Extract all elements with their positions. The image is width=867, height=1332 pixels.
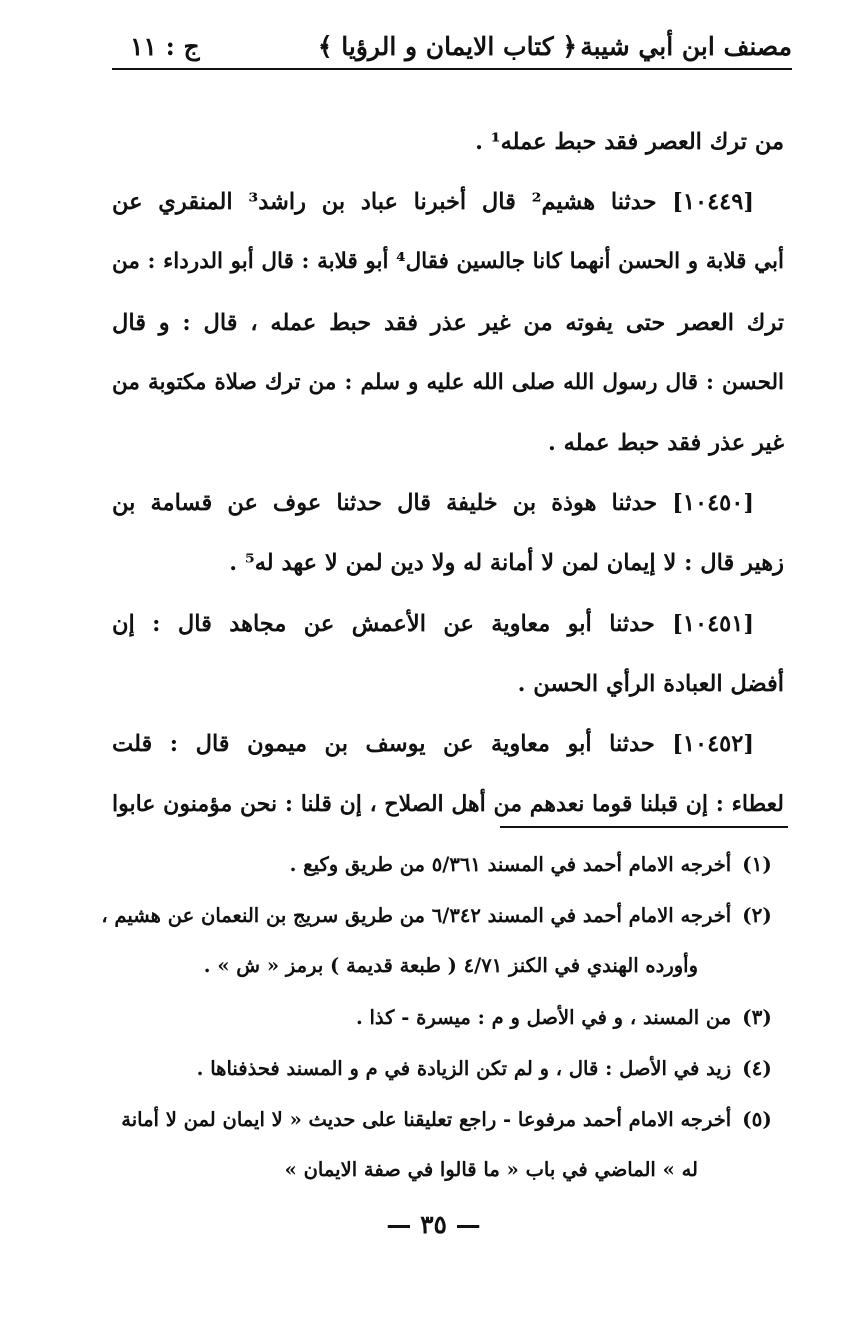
footnote xyxy=(96,995,776,1046)
footnote-text: زيد في الأصل : قال ، و لم تكن الزيادة في م و المسند فحذفناها . xyxy=(196,1057,732,1080)
text-line: [١٠٤٥١] حدثنا أبو معاوية عن الأعمش عن مجاهد قال : إن xyxy=(112,610,754,637)
running-header xyxy=(112,30,792,70)
footnote-text: أخرجه الامام أحمد في المسند ٥/٣٦١ من طريق وكيع . xyxy=(289,853,732,876)
text-line: لعطاء : إن قبلنا قوما نعدهم من أهل الصلاح ، إن قلنا : نحن مؤمنون عابوا xyxy=(112,791,784,818)
footnote xyxy=(96,893,776,944)
footnote-number: (٥) xyxy=(742,1107,772,1131)
book-title: مصنف ابن أبي شيبة xyxy=(580,32,792,61)
text-line: الحسن : قال رسول الله صلى الله عليه و سلم : من ترك صلاة مكتوبة من xyxy=(112,369,784,395)
footnote-number: (١) xyxy=(742,852,772,876)
volume-number: ج : ١١ xyxy=(130,32,200,61)
header-divider xyxy=(112,68,792,70)
text-line: [١٠٤٥٢] حدثنا أبو معاوية عن يوسف بن ميمون قال : قلت xyxy=(112,730,754,757)
text-line: أفضل العبادة الرأي الحسن . xyxy=(517,670,784,697)
text-line: [١٠٤٤٩] حدثنا هشيم² قال أخبرنا عباد بن راشد³ المنقري عن xyxy=(112,189,754,216)
footnotes xyxy=(96,842,776,1199)
text-line: أبي قلابة و الحسن أنهما كانا جالسين فقال⁴ أبو قلابة : قال أبو الدرداء : من xyxy=(112,249,784,275)
footnote-continuation xyxy=(96,944,776,995)
footnote-text: وأورده الهندي في الكنز ٤/٧١ ( طبعة قديمة ) برمز « ش » . xyxy=(203,954,698,977)
main-text xyxy=(112,112,784,834)
footnote-text: من المسند ، و في الأصل و م : ميسرة - كذا . xyxy=(355,1006,732,1029)
footnote-number: (٤) xyxy=(742,1056,772,1080)
footnote xyxy=(96,842,776,893)
chapter-title: ﴿ كتاب الايمان و الرؤيا ﴾ xyxy=(317,32,577,61)
footnote-text: أخرجه الامام أحمد مرفوعا - راجع تعليقنا على حديث « لا ايمان لمن لا أمانة xyxy=(121,1108,732,1131)
page-number: — ٣٥ — xyxy=(386,1210,481,1239)
footnote-continuation xyxy=(96,1148,776,1199)
text-line: من ترك العصر فقد حبط عمله¹ . xyxy=(475,129,784,155)
text-line: [١٠٤٥٠] حدثنا هوذة بن خليفة قال حدثنا عوف عن قسامة بن xyxy=(112,490,754,517)
footnote xyxy=(96,1097,776,1148)
footnote-number: (٢) xyxy=(742,903,772,927)
footnote-text: له » الماضي في باب « ما قالوا في صفة الايمان » xyxy=(284,1158,698,1181)
text-line: ترك العصر حتى يفوته من غير عذر فقد حبط عمله ، قال : و قال xyxy=(112,309,784,336)
footnote-text: أخرجه الامام أحمد في المسند ٦/٣٤٢ من طريق سريج بن النعمان عن هشيم ، xyxy=(101,904,732,927)
footnote-number: (٣) xyxy=(742,1005,772,1029)
text-line: غير عذر فقد حبط عمله . xyxy=(547,429,784,456)
footnote-divider xyxy=(500,826,788,828)
text-line: زهير قال : لا إيمان لمن لا أمانة له ولا دين لمن لا عهد له⁵ . xyxy=(229,550,784,577)
footnote xyxy=(96,1046,776,1097)
